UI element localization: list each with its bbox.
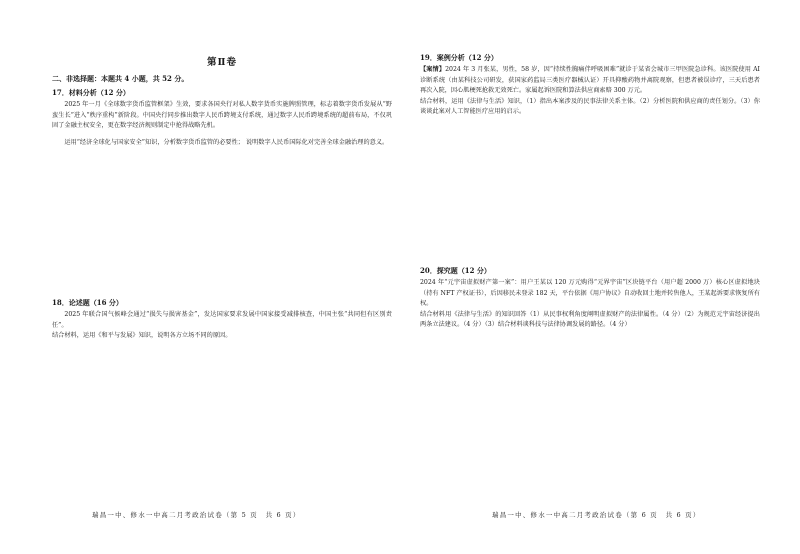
- part-heading-block: [52, 74, 392, 84]
- q19-case-tag: 【案情】: [420, 66, 446, 73]
- question-18: [52, 298, 392, 342]
- q19-case-text: 2024 年 3 月张某，男性，58 岁，因“持续性胸痛伴呼吸困难”就诊于某省会城市三甲医院急诊科。该医院使用 AI 诊断系统（由某科技公司研发，获国家药监局三类医疗器械认证）开具抑酸药物并离院观察，但患者被误诊疗，三天后患者再次入院，因心肌梗死抢救无效死亡。家属起诉医院和算法供应商索赔 300 万元。: [420, 66, 760, 94]
- q17-title: 17．材料分析（12 分）: [52, 88, 130, 97]
- q20-material: 2024 年“元宇宙虚拟财产第一案”：用户王某以 120 万元购得“元界宇宙”区块链平台（用户超 2000 万）核心区虚拟地块（持有 NFT 产权证书），后因移民未登录 182 天，平台依据《用户协议》自动收回土地并转售他人，王某起诉要求恢复所有权。: [420, 279, 760, 307]
- q19-task: 结合材料，运用《法律与生活》知识，（1）指出本案涉及的民事法律关系主体。（2）分析医院和供应商的责任划分。（3）你谈谈此案对人工智能医疗应用的启示。: [420, 97, 760, 115]
- part-heading: 二、非选择题：本题共 4 小题，共 52 分。: [52, 74, 189, 83]
- q18-task: 结合材料，运用《和平与发展》知识，说明各方立场不同的原因。: [52, 332, 232, 339]
- q17-task: 运用“经济全球化与国家安全”知识，分析数字货币监管的必要性； 说明数字人民币国际化对完善全球金融治理的意义。: [64, 138, 389, 146]
- q20-task: 结合材料用《法律与生活》的知识回答（1）从民事权利角度阐明虚拟财产的法律属性。（4 分）（2）为规范元宇宙经济提出两条立法建议。（4 分）（3）结合材料谈科技与法律协调发展的路径。（4 分）: [420, 310, 760, 328]
- question-19: [420, 53, 760, 118]
- q19-case: [420, 65, 760, 97]
- q19-title: 19．案例分析（12 分）: [420, 53, 498, 62]
- right-footer: 瑞昌一中、修水一中高二月考政治试卷（第 6 页 共 6 页）: [492, 511, 701, 519]
- question-20: [420, 266, 760, 331]
- left-footer: 瑞昌一中、修水一中高二月考政治试卷（第 5 页 共 6 页）: [92, 511, 301, 519]
- q20-title: 20．探究题（12 分）: [420, 266, 491, 275]
- section-title: 第Ⅱ卷: [206, 57, 237, 68]
- question-17: [52, 88, 392, 148]
- q18-material: 2025 年联合国气候峰会通过“损失与损害基金”，发达国家要求发展中国家接受减排核查，中国主张“共同但有区别责任”。: [52, 311, 392, 329]
- q18-title: 18．论述题（16 分）: [52, 298, 123, 307]
- q17-material: 2025 年一月《全球数字货币监管框架》生效，要求各国央行对私人数字货币实施牌照管理，标志着数字货币发展从“野蛮生长”进入“秩序重构”新阶段。中国央行同步推出数字人民币跨境支付系统，通过数字人民币跨境系统的超前布局，不仅巩固了金融主权安全，更在数字经济规则制定中抢得战略先机。: [52, 101, 392, 129]
